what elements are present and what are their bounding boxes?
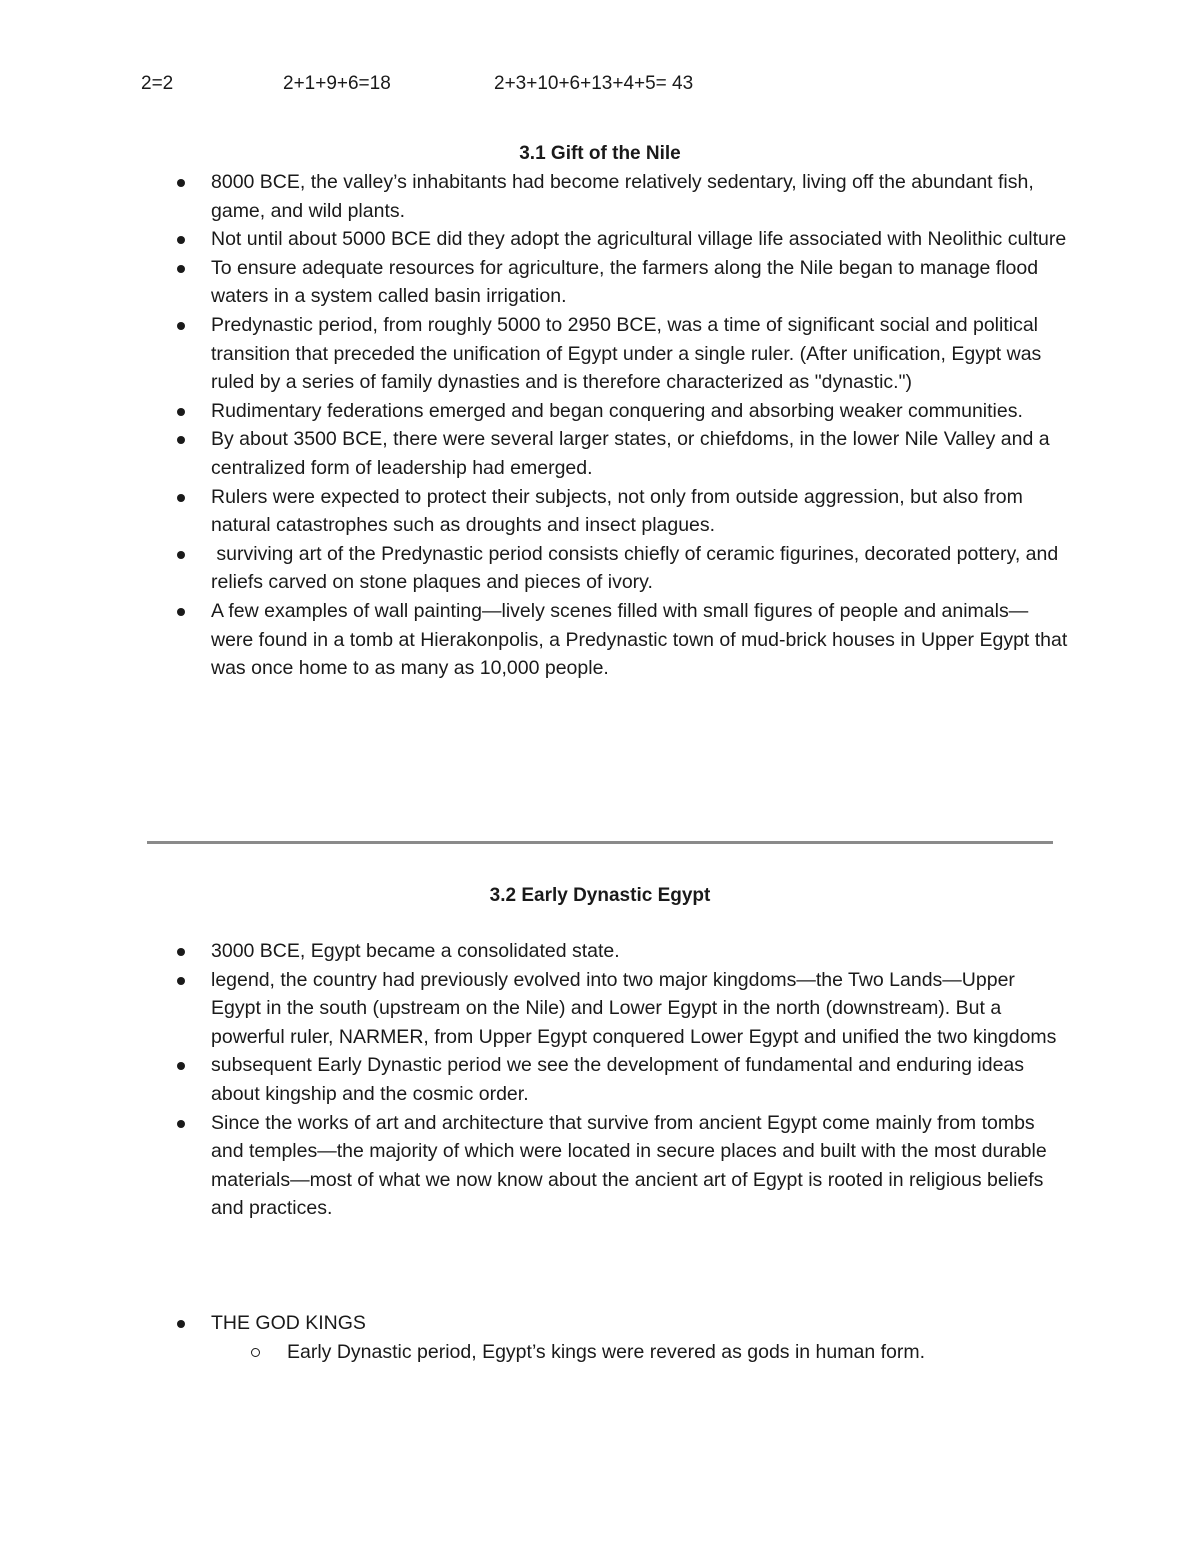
bullet-dot-icon (177, 494, 185, 502)
bullet-dot-icon (177, 977, 185, 985)
list-item (0, 397, 1200, 426)
list-item (0, 425, 1200, 482)
list-item-text: Not until about 5000 BCE did they adopt the agricultural village life associated with Neolithic culture (211, 228, 1067, 251)
list-item-text: Since the works of art and architecture that survive from ancient Egypt come mainly from tombs and temples—the majority of which were located in secure places and built with the most durable materials—most of what we now know about the ancient art of Egypt is rooted in religious beliefs and practices. (211, 1111, 1053, 1220)
sub-list-item (211, 1338, 1200, 1367)
list-item-text: legend, the country had previously evolved into two major kingdoms—the Two Lands—Upper Egypt in the south (upstream on the Nile) and Lower Egypt in the north (downstream). But a powerful ruler, NARMER, from Upper Egypt conquered Lower Egypt and unified the two kingdoms (211, 968, 1057, 1048)
list-item (0, 483, 1200, 540)
list-item-text: A few examples of wall painting—lively scenes filled with small figures of people and animals—were found in a tomb at Hierakonpolis, a Predynastic town of mud-brick houses in Upper Egypt that was once home to as many as 10,000 people. (211, 599, 1073, 680)
list-item-text: Rudimentary federations emerged and began conquering and absorbing weaker communities. (211, 399, 1023, 422)
list-item-text: 8000 BCE, the valley’s inhabitants had become relatively sedentary, living off the abundant fish, game, and wild plants. (211, 171, 1040, 222)
list-item-god-kings (0, 1309, 1200, 1366)
list-item (0, 966, 1200, 1052)
bullet-dot-icon (177, 1320, 185, 1328)
list-item (0, 540, 1200, 597)
list-item (0, 937, 1200, 966)
bullet-dot-icon (177, 322, 185, 330)
bullet-dot-icon (177, 179, 185, 187)
list-item (0, 168, 1200, 225)
list-item-text: subsequent Early Dynastic period we see the development of fundamental and enduring ideas about kingship and the cosmic order. (211, 1054, 1030, 1105)
god-kings-sublist (211, 1338, 1200, 1367)
list-item (0, 1109, 1200, 1223)
bullet-dot-icon (177, 236, 185, 244)
bullet-dot-icon (177, 408, 185, 416)
hollow-bullet-icon (251, 1348, 260, 1357)
equations-line (0, 70, 1200, 98)
list-item (0, 225, 1200, 254)
list-item-text: 3000 BCE, Egypt became a consolidated state. (211, 940, 620, 962)
bullet-dot-icon (177, 1120, 185, 1128)
list-item (0, 1051, 1200, 1108)
bullet-dot-icon (177, 1062, 185, 1070)
bullet-dot-icon (177, 265, 185, 273)
list-item-text: To ensure adequate resources for agriculture, the farmers along the Nile began to manage flood waters in a system called basin irrigation. (211, 256, 1044, 308)
section-2-heading: 3.2 Early Dynastic Egypt (489, 885, 711, 906)
bullet-dot-icon (177, 436, 185, 444)
list-item-text: Predynastic period, from roughly 5000 to 2950 BCE, was a time of significant social and political transition that preceded the unification of Egypt under a single ruler. (After unification, Egypt was ruled by a series of family dynasties and is therefore characterized as "dynastic.") (211, 313, 1047, 394)
list-item-text: Rulers were expected to protect their subjects, not only from outside aggression, but also from natural catastrophes such as droughts and insect plagues. (211, 485, 1029, 537)
sub-list-item-text: Early Dynastic period, Egypt’s kings were revered as gods in human form. (287, 1340, 926, 1363)
list-item (0, 597, 1200, 683)
list-item (0, 254, 1200, 311)
list-item-text: surviving art of the Predynastic period consists chiefly of ceramic figurines, decorated pottery, and reliefs carved on stone plaques and pieces of ivory. (211, 542, 1064, 594)
list-item (0, 311, 1200, 397)
equation-2: 2+1+9+6=18 (283, 73, 391, 94)
equation-1: 2=2 (141, 73, 174, 94)
bullet-dot-icon (177, 948, 185, 956)
section-2-bullet-list (0, 937, 1200, 1223)
list-item-text: THE GOD KINGS (211, 1312, 366, 1334)
bullet-dot-icon (177, 608, 185, 616)
section-1-bullet-list (0, 168, 1200, 683)
horizontal-rule (147, 841, 1053, 844)
bullet-dot-icon (177, 551, 185, 559)
list-item-text: By about 3500 BCE, there were several larger states, or chiefdoms, in the lower Nile Valley and a centralized form of leadership had emerged. (211, 428, 1055, 479)
god-kings-list (0, 1309, 1200, 1366)
equation-3: 2+3+10+6+13+4+5= 43 (494, 73, 694, 94)
section-1-heading: 3.1 Gift of the Nile (519, 143, 681, 164)
